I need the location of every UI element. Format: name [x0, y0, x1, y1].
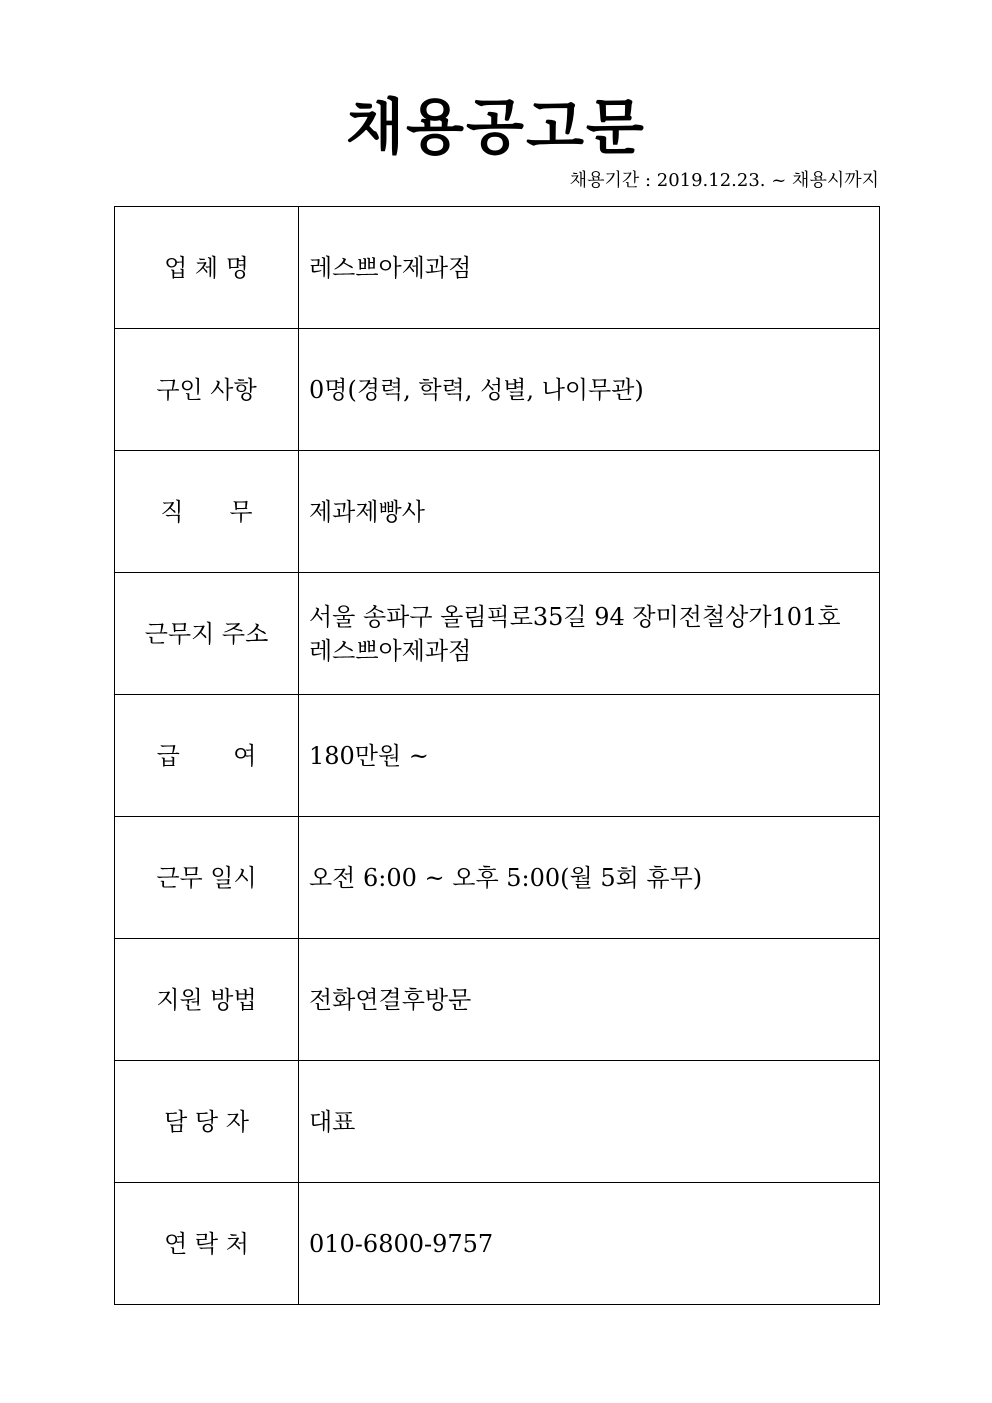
- row-label-position: [115, 451, 299, 573]
- table-row: [115, 207, 880, 329]
- row-value-apply-method: [299, 939, 880, 1061]
- phone-value: 010-6800-9757: [309, 1229, 494, 1258]
- row-label-apply-method: [115, 939, 299, 1061]
- salary-label: 급 여: [156, 741, 257, 770]
- table-row: [115, 451, 880, 573]
- position-value: 제과제빵사: [309, 497, 425, 526]
- table-row: [115, 329, 880, 451]
- hours-label: 근무 일시: [156, 863, 257, 892]
- row-label-address: [115, 573, 299, 695]
- address-line-2: 레스쁘아제과점: [309, 636, 472, 665]
- row-label-company: [115, 207, 299, 329]
- openings-label: 구인 사항: [156, 375, 257, 404]
- contact-person-value: 대표: [309, 1107, 356, 1136]
- row-value-address: [299, 573, 880, 695]
- page-title: 채용공고문: [346, 93, 646, 163]
- row-label-phone: [115, 1183, 299, 1305]
- phone-label: 연 락 처: [164, 1229, 249, 1258]
- row-value-openings: [299, 329, 880, 451]
- row-label-salary: [115, 695, 299, 817]
- company-label: 업 체 명: [164, 253, 249, 282]
- apply-method-label: 지원 방법: [156, 985, 257, 1014]
- company-value: 레스쁘아제과점: [309, 253, 472, 282]
- position-label: 직 무: [160, 497, 253, 526]
- table-row: [115, 695, 880, 817]
- recruitment-period: 채용기간 : 2019.12.23. ~ 채용시까지: [569, 170, 879, 191]
- row-value-position: [299, 451, 880, 573]
- row-label-openings: [115, 329, 299, 451]
- row-value-company: [299, 207, 880, 329]
- hours-value: 오전 6:00 ~ 오후 5:00(월 5회 휴무): [309, 863, 703, 892]
- table-row: [115, 573, 880, 695]
- row-label-contact-person: [115, 1061, 299, 1183]
- table-row: [115, 1061, 880, 1183]
- table-row: [115, 939, 880, 1061]
- row-value-salary: [299, 695, 880, 817]
- salary-value: 180만원 ~: [309, 741, 429, 770]
- table-row: [115, 817, 880, 939]
- row-label-hours: [115, 817, 299, 939]
- contact-person-label: 담 당 자: [164, 1107, 249, 1136]
- table-row: [115, 1183, 880, 1305]
- apply-method-value: 전화연결후방문: [309, 985, 472, 1014]
- row-value-contact-person: [299, 1061, 880, 1183]
- address-label: 근무지 주소: [144, 619, 269, 648]
- job-posting-table: [114, 206, 880, 1305]
- row-value-hours: [299, 817, 880, 939]
- row-value-phone: [299, 1183, 880, 1305]
- address-line-1: 서울 송파구 올림픽로35길 94 장미전철상가101호: [309, 602, 841, 631]
- openings-value: 0명(경력, 학력, 성별, 나이무관): [309, 375, 644, 404]
